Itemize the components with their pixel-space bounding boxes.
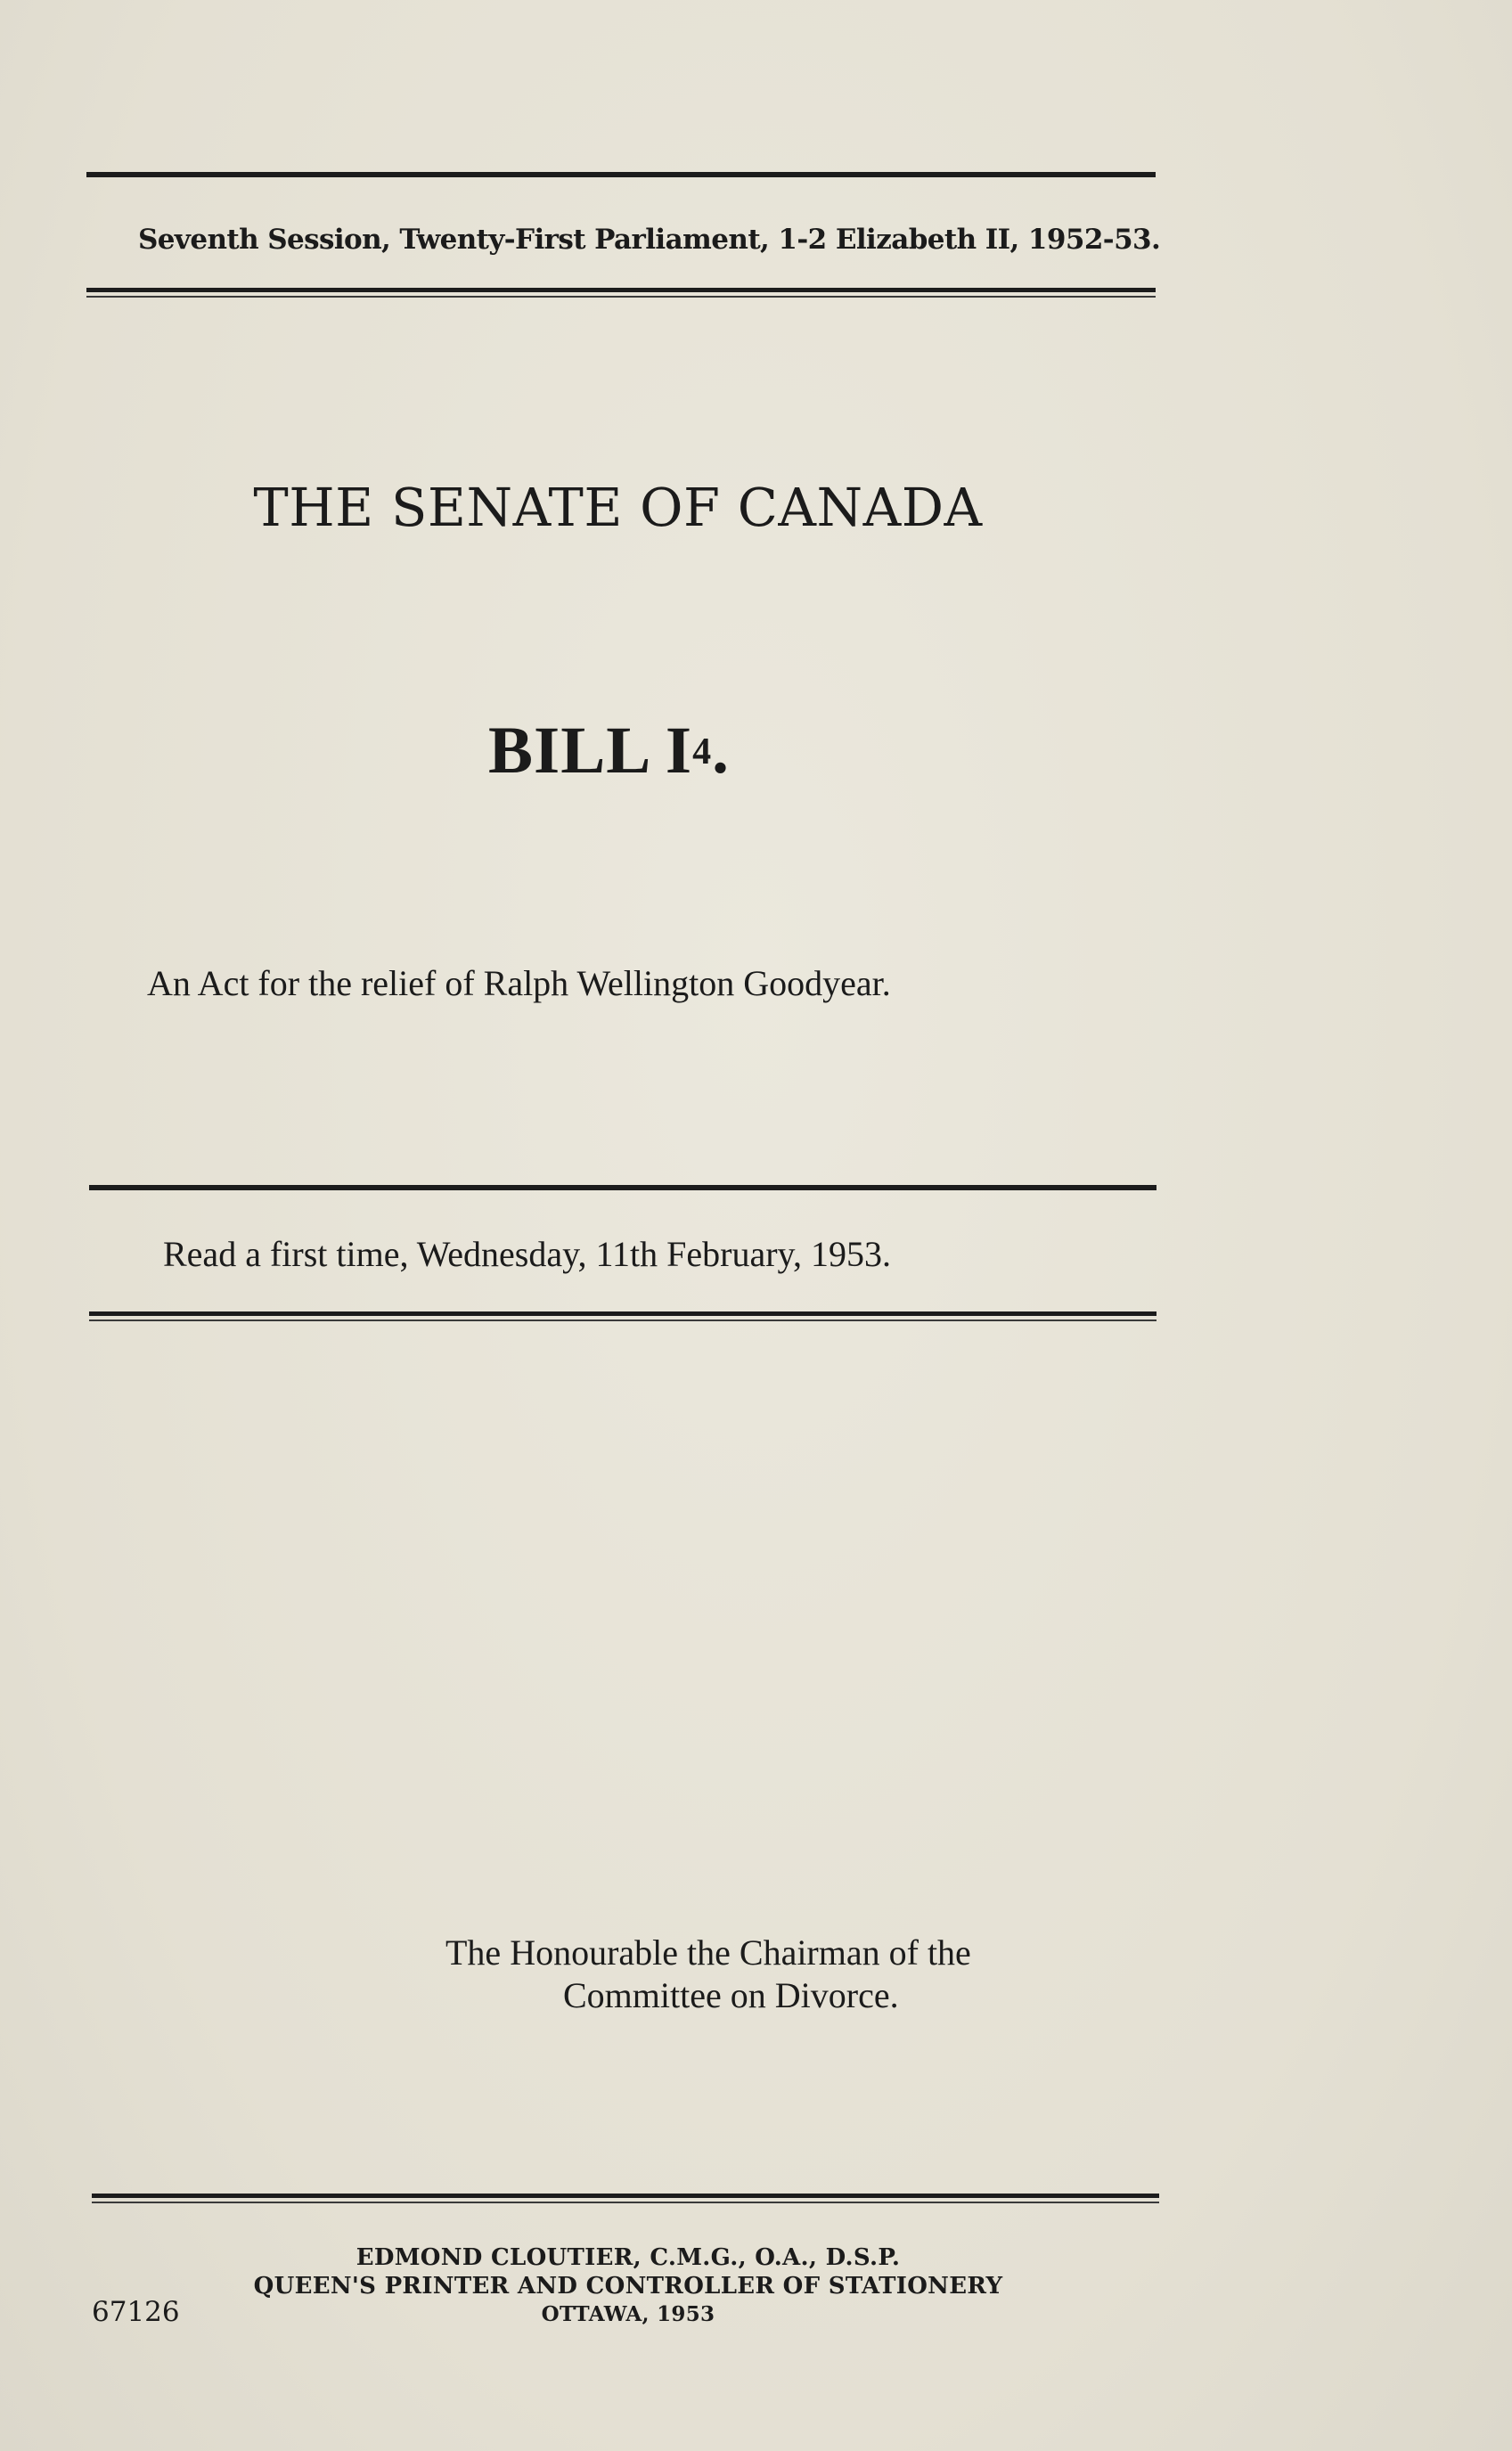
session-line: Seventh Session, Twenty-First Parliament, 1-2 Elizabeth II, 1952-53. — [138, 224, 1161, 256]
bill-period: . — [712, 714, 730, 788]
printer-title: QUEEN'S PRINTER AND CONTROLLER OF STATIONERY — [253, 2273, 1003, 2300]
printer-imprint — [227, 2243, 1029, 2329]
sponsor-line-2: Committee on Divorce. — [563, 1975, 899, 2015]
bill-label: BILL I — [488, 714, 693, 788]
header-bottom-rule — [86, 288, 1156, 292]
chamber-title-text: THE SENATE OF CANADA — [253, 477, 983, 538]
sponsor-block — [445, 1932, 971, 2017]
bill-number — [488, 713, 730, 789]
reading-bottom-rule — [89, 1311, 1156, 1316]
bill-superscript: 4 — [692, 731, 713, 772]
top-rule — [86, 172, 1156, 177]
print-number: 67126 — [92, 2296, 180, 2328]
chamber-title — [0, 477, 1512, 538]
printer-name: EDMOND CLOUTIER, C.M.G., O.A., D.S.P. — [356, 2244, 901, 2271]
first-reading-line: Read a first time, Wednesday, 11th February, 1953. — [163, 1234, 891, 1274]
footer-rule — [92, 2194, 1159, 2198]
act-description: An Act for the relief of Ralph Wellington Goodyear. — [147, 963, 891, 1003]
printer-place-year: OTTAWA, 1953 — [541, 2302, 715, 2326]
reading-top-rule — [89, 1185, 1156, 1190]
sponsor-line-1: The Honourable the Chairman of the — [445, 1932, 971, 1973]
